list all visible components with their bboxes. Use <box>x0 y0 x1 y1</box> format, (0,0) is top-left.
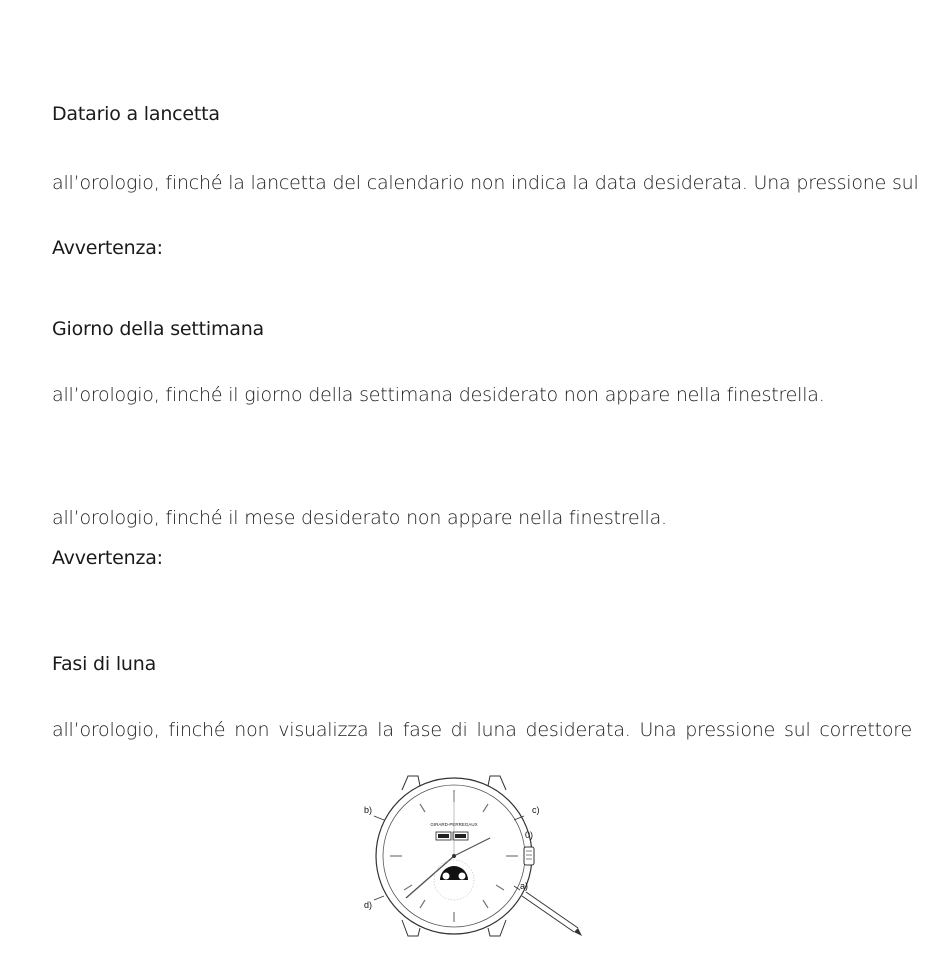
giorno-heading: Giorno della settimana <box>52 318 265 340</box>
giorno-text: all’orologio, finché il giorno della settimana desiderato non appare nella finestrella. <box>52 384 825 406</box>
avvertenza-label-2: Avvertenza: <box>52 547 163 569</box>
mese-text: all’orologio, finché il mese desiderato non appare nella finestrella. <box>52 507 667 529</box>
correction-tool <box>522 896 574 932</box>
brand-text: GIRARD-PERREGAUX <box>430 822 478 827</box>
label-d: d) <box>364 900 373 910</box>
datario-heading: Datario a lancetta <box>52 103 220 125</box>
fasi-text: all’orologio, finché non visualizza la fase di luna desiderata. Una pressione sul correttore <box>52 719 912 741</box>
avvertenza-label-1: Avvertenza: <box>52 237 163 259</box>
label-b: b) <box>364 805 373 815</box>
label-a: a) <box>520 881 529 891</box>
fasi-heading: Fasi di luna <box>52 653 157 675</box>
datario-text: all’orologio, finché la lancetta del calendario non indica la data desiderata. Una pressione sul <box>52 172 919 194</box>
label-c: c) <box>532 805 540 815</box>
crown <box>524 847 534 865</box>
watch-diagram <box>360 772 590 942</box>
label-zero: 0) <box>525 830 534 840</box>
